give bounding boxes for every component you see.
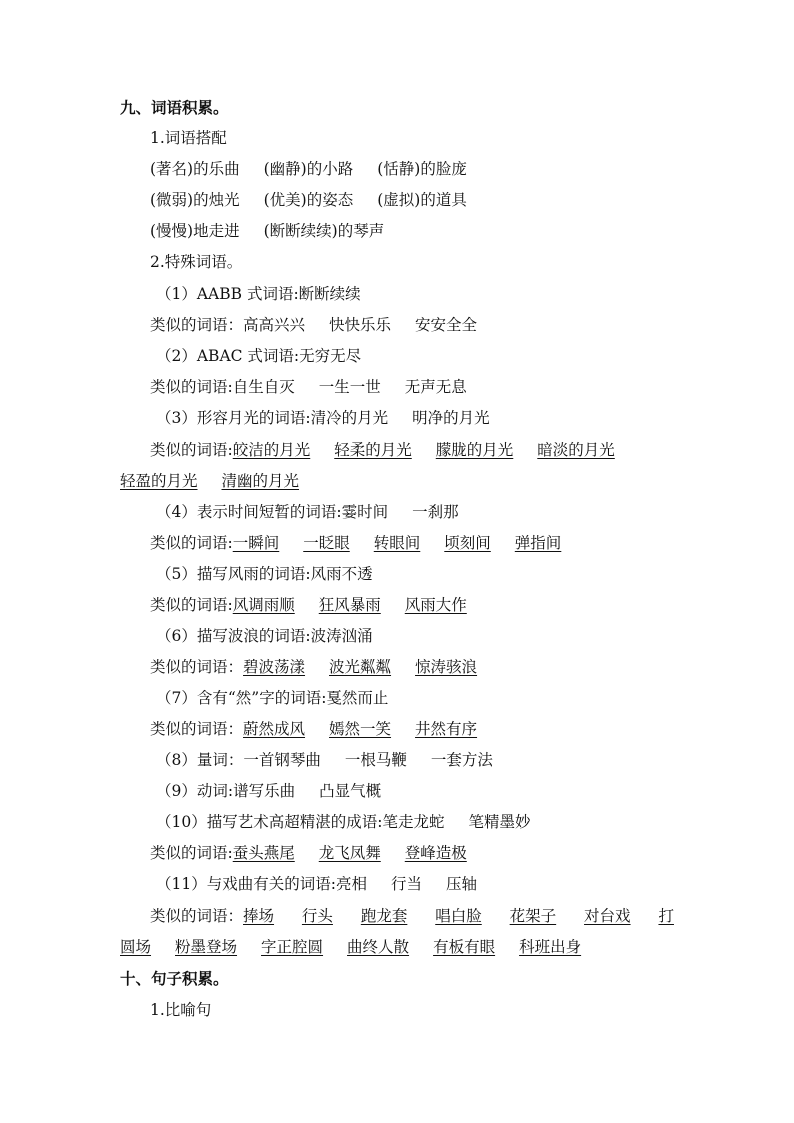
similar-word: 圆场 [120,938,152,956]
item-6: （6）描写波浪的词语:波涛汹涌 [156,627,373,645]
item-8-extra: 一根马鞭 [344,751,407,769]
similar-word: 打 [658,907,674,925]
similar-label: 类似的词语： [150,316,244,334]
item-8-text: （8）量词：一首钢琴曲 [156,751,321,769]
similar-label: 类似的词语: [150,596,233,614]
collocation-item: (虚拟)的道具 [377,191,467,209]
collocation-item: (恬静)的脸庞 [377,160,467,178]
item-1: （1）AABB 式词语:断断续续 [156,285,361,303]
similar-word: 朦胧的月光 [435,441,514,459]
similar-word: 一瞬间 [232,534,280,552]
item-4 [156,497,716,528]
item-1-similar [150,310,710,341]
item-3-text: （3）形容月光的词语:清冷的月光 [156,409,389,427]
similar-word: 有板有眼 [433,938,496,956]
item-7: （7）含有“然”字的词语:戛然而止 [156,689,389,707]
collocation-row-1 [150,154,710,185]
similar-word: 科班出身 [519,938,582,956]
similar-word: 一眨眼 [303,534,350,552]
similar-word: 嫣然一笑 [329,720,392,738]
similar-word: 自生自灭 [232,378,295,396]
item-9-extra: 凸显气概 [319,782,382,800]
similar-label: 类似的词语: [150,844,233,862]
similar-word: 蔚然成风 [243,720,306,738]
similar-word: 高高兴兴 [243,316,306,334]
item-9 [156,776,716,807]
similar-word: 轻柔的月光 [334,441,412,459]
item-10-text: （10）描写艺术高超精湛的成语:笔走龙蛇 [156,813,445,831]
similar-word: 风调雨顺 [232,596,295,614]
item-3-extra: 明净的月光 [412,409,490,427]
similar-word: 快快乐乐 [329,316,392,334]
similar-word: 转眼间 [373,534,421,552]
similar-word: 井然有序 [415,720,478,738]
collocation-item: (慢慢)地走进 [150,222,240,240]
item-3-similar-a [150,435,710,466]
subsection-collocation-title: 1.词语搭配 [150,129,227,147]
item-4-similar [150,528,710,559]
similar-word: 轻盈的月光 [120,472,198,490]
similar-word: 曲终人散 [347,938,410,956]
item-10-similar [150,838,710,869]
similar-word: 风雨大作 [404,596,467,614]
similar-word: 对台戏 [584,907,631,925]
similar-word: 行头 [301,907,333,925]
similar-label: 类似的词语: [150,378,233,396]
item-11-extra: 压轴 [445,875,477,893]
similar-word: 捧场 [243,907,275,925]
section-9-title: 九、词语积累。 [120,98,229,117]
similar-word: 清幽的月光 [221,472,300,490]
item-4-text: （4）表示时间短暂的词语:霎时间 [156,503,389,521]
subsection-metaphor-title: 1.比喻句 [150,1001,212,1019]
item-9-text: （9）动词:谱写乐曲 [156,782,296,800]
similar-word: 暗淡的月光 [537,441,615,459]
collocation-item: (微弱)的烛光 [150,191,240,209]
similar-word: 花架子 [509,907,557,925]
similar-word: 一生一世 [318,378,381,396]
similar-word: 波光粼粼 [329,658,392,676]
similar-word: 蚕头燕尾 [232,844,295,862]
similar-word: 登峰造极 [404,844,467,862]
similar-label: 类似的词语: [150,534,233,552]
similar-word: 安安全全 [415,316,478,334]
item-11-similar-a [150,901,674,932]
item-10 [156,807,716,838]
item-11-text: （11）与戏曲有关的词语:亮相 [156,875,367,893]
item-5: （5）描写风雨的词语:风雨不透 [156,565,373,583]
item-8-extra: 一套方法 [430,751,493,769]
collocation-item: (优美)的姿态 [263,191,354,209]
similar-word: 无声无息 [404,378,467,396]
item-11-similar-b [120,932,680,963]
similar-word: 龙飞凤舞 [318,844,381,862]
item-3 [156,403,716,434]
similar-word: 粉墨登场 [175,938,238,956]
item-10-extra: 笔精墨妙 [468,813,531,831]
collocation-item: (幽静)的小路 [263,160,354,178]
item-4-extra: 一刹那 [412,503,459,521]
similar-label: 类似的词语： [150,658,244,676]
similar-label: 类似的词语： [150,720,244,738]
collocation-row-2 [150,185,710,216]
item-2-similar [150,372,710,403]
item-8 [156,745,716,776]
subsection-special-title: 2.特殊词语。 [150,253,243,271]
similar-word: 跑龙套 [360,907,408,925]
collocation-row-3 [150,216,710,247]
collocation-item: (断断续续)的琴声 [263,222,385,240]
collocation-item: (著名)的乐曲 [150,160,240,178]
similar-word: 惊涛骇浪 [415,658,478,676]
similar-word: 皎洁的月光 [232,441,311,459]
item-11-extra: 行当 [390,875,422,893]
similar-word: 字正腔圆 [261,938,324,956]
similar-label: 类似的词语： [150,907,244,925]
similar-word: 弹指间 [514,534,562,552]
item-6-similar [150,652,710,683]
similar-word: 碧波荡漾 [243,658,306,676]
item-11 [156,869,716,900]
similar-label: 类似的词语: [150,441,233,459]
similar-word: 顷刻间 [444,534,491,552]
item-5-similar [150,590,710,621]
section-10-title: 十、句子积累。 [120,969,229,988]
similar-word: 唱白脸 [435,907,482,925]
similar-word: 狂风暴雨 [318,596,381,614]
item-3-similar-b [120,466,680,497]
item-2: （2）ABAC 式词语:无穷无尽 [156,347,362,365]
item-7-similar [150,714,710,745]
